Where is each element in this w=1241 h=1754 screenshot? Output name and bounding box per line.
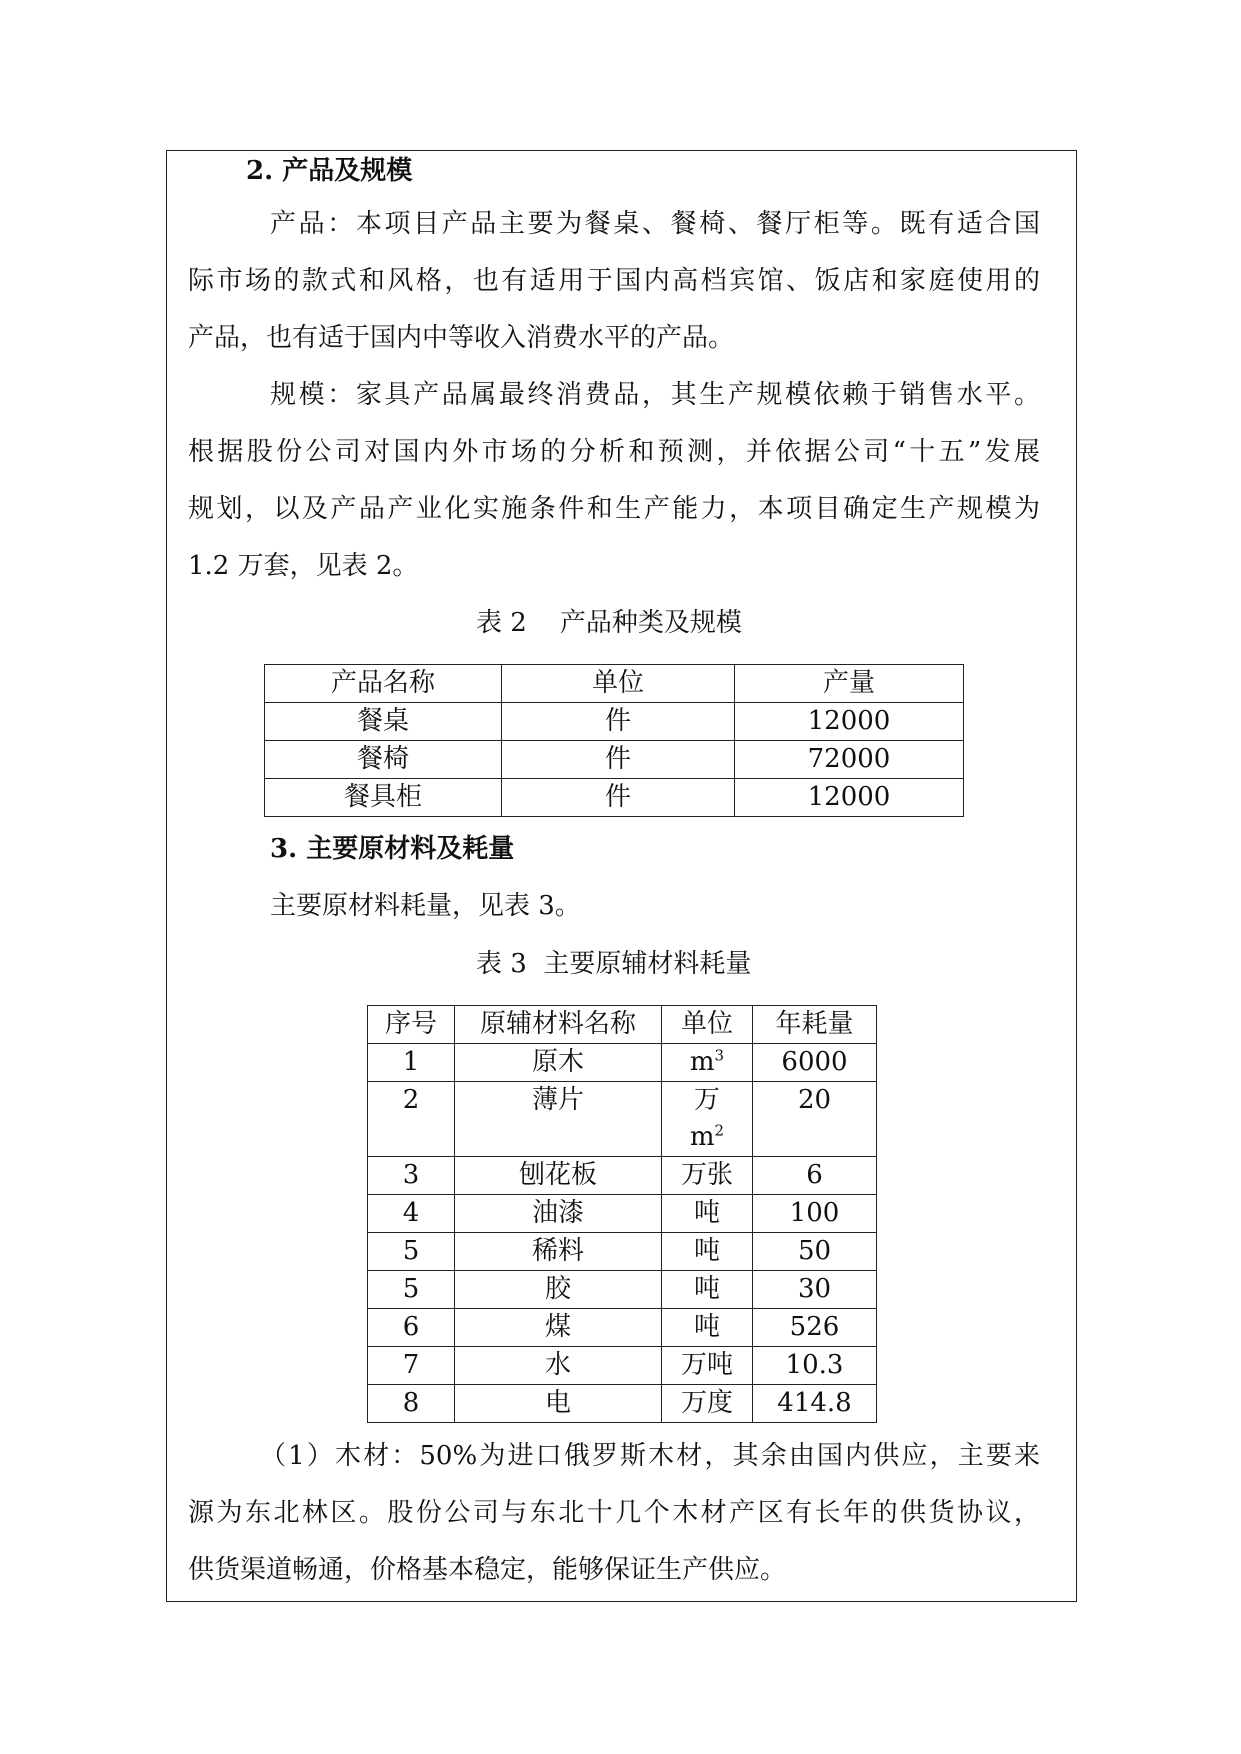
amount-cell: 414.8 [753, 1385, 877, 1423]
scale-line-4: 1.2 万套，见表 2。 [188, 551, 419, 581]
table-row [368, 1044, 877, 1082]
product-name-cell: 餐具柜 [265, 779, 502, 817]
unit-text-line-2: m [689, 1122, 715, 1152]
material-name-cell: 稀料 [455, 1233, 662, 1271]
scale-line-2: 根据股份公司对国内外市场的分析和预测，并依据公司“十五”发展 [188, 437, 1040, 467]
material-name-cell: 电 [455, 1385, 662, 1423]
unit-cell: 件 [502, 741, 735, 779]
product-name-cell: 餐桌 [265, 703, 502, 741]
unit-cell: 万度 [662, 1385, 753, 1423]
section-2-heading: 2. 产品及规模 [246, 156, 413, 186]
seq-cell: 7 [368, 1347, 455, 1385]
table-header-row [265, 665, 964, 703]
seq-cell: 6 [368, 1309, 455, 1347]
table-row [368, 1347, 877, 1385]
scale-line-3: 规划，以及产品产业化实施条件和生产能力，本项目确定生产规模为 [188, 494, 1040, 524]
product-name-cell: 餐椅 [265, 741, 502, 779]
amount-cell: 30 [753, 1271, 877, 1309]
table-row [265, 703, 964, 741]
table-row [368, 1082, 877, 1157]
table-row [368, 1271, 877, 1309]
amount-cell: 6000 [753, 1044, 877, 1082]
header-material-name: 原辅材料名称 [455, 1006, 662, 1044]
header-output: 产量 [735, 665, 964, 703]
section-3-intro: 主要原材料耗量，见表 3。 [270, 891, 581, 921]
material-name-cell: 煤 [455, 1309, 662, 1347]
seq-cell: 3 [368, 1157, 455, 1195]
material-name-cell: 刨花板 [455, 1157, 662, 1195]
amount-cell: 10.3 [753, 1347, 877, 1385]
table-row [368, 1385, 877, 1423]
header-unit: 单位 [502, 665, 735, 703]
amount-cell: 20 [753, 1082, 877, 1157]
material-name-cell: 薄片 [455, 1082, 662, 1157]
product-scale-table [264, 664, 964, 817]
unit-cell: 吨 [662, 1195, 753, 1233]
table-row [368, 1195, 877, 1233]
amount-cell: 6 [753, 1157, 877, 1195]
table-row [368, 1157, 877, 1195]
unit-text-line-1: 万 [693, 1085, 720, 1115]
unit-cell: 件 [502, 779, 735, 817]
wood-note-line-3: 供货渠道畅通，价格基本稳定，能够保证生产供应。 [188, 1555, 787, 1585]
seq-cell: 5 [368, 1233, 455, 1271]
seq-cell: 8 [368, 1385, 455, 1423]
header-seq: 序号 [368, 1006, 455, 1044]
header-annual-consumption: 年耗量 [753, 1006, 877, 1044]
output-cell: 72000 [735, 741, 964, 779]
scale-line-1: 规模：家具产品属最终消费品，其生产规模依赖于销售水平。 [270, 380, 1040, 410]
header-unit: 单位 [662, 1006, 753, 1044]
unit-cell: 吨 [662, 1233, 753, 1271]
seq-cell: 4 [368, 1195, 455, 1233]
amount-cell: 100 [753, 1195, 877, 1233]
unit-superscript: 3 [714, 1046, 725, 1065]
amount-cell: 526 [753, 1309, 877, 1347]
material-name-cell: 原木 [455, 1044, 662, 1082]
unit-cell [662, 1082, 753, 1157]
header-product-name: 产品名称 [265, 665, 502, 703]
unit-cell: 万张 [662, 1157, 753, 1195]
unit-text: m [689, 1047, 715, 1077]
unit-cell [662, 1044, 753, 1082]
table-header-row [368, 1006, 877, 1044]
wood-note-line-1: （1）木材：50%为进口俄罗斯木材，其余由国内供应，主要来 [260, 1441, 1040, 1471]
amount-cell: 50 [753, 1233, 877, 1271]
output-cell: 12000 [735, 703, 964, 741]
table-row [265, 779, 964, 817]
material-name-cell: 水 [455, 1347, 662, 1385]
products-line-3: 产品，也有适于国内中等收入消费水平的产品。 [188, 323, 735, 353]
table-row [368, 1309, 877, 1347]
products-line-1: 产品：本项目产品主要为餐桌、餐椅、餐厅柜等。既有适合国 [270, 209, 1040, 239]
seq-cell: 1 [368, 1044, 455, 1082]
unit-cell: 件 [502, 703, 735, 741]
unit-superscript: 2 [714, 1121, 725, 1140]
seq-cell: 2 [368, 1082, 455, 1157]
table-row [368, 1233, 877, 1271]
table-2-caption: 表 2 产品种类及规模 [476, 608, 742, 638]
raw-material-table [367, 1005, 877, 1423]
material-name-cell: 胶 [455, 1271, 662, 1309]
material-name-cell: 油漆 [455, 1195, 662, 1233]
products-line-2: 际市场的款式和风格，也有适用于国内高档宾馆、饭店和家庭使用的 [188, 266, 1040, 296]
seq-cell: 5 [368, 1271, 455, 1309]
unit-cell: 万吨 [662, 1347, 753, 1385]
table-row [265, 741, 964, 779]
wood-note-line-2: 源为东北林区。股份公司与东北十几个木材产区有长年的供货协议， [188, 1498, 1040, 1528]
unit-cell: 吨 [662, 1271, 753, 1309]
output-cell: 12000 [735, 779, 964, 817]
unit-cell: 吨 [662, 1309, 753, 1347]
table-3-caption: 表 3 主要原辅材料耗量 [476, 949, 752, 979]
section-3-heading: 3. 主要原材料及耗量 [270, 834, 515, 864]
